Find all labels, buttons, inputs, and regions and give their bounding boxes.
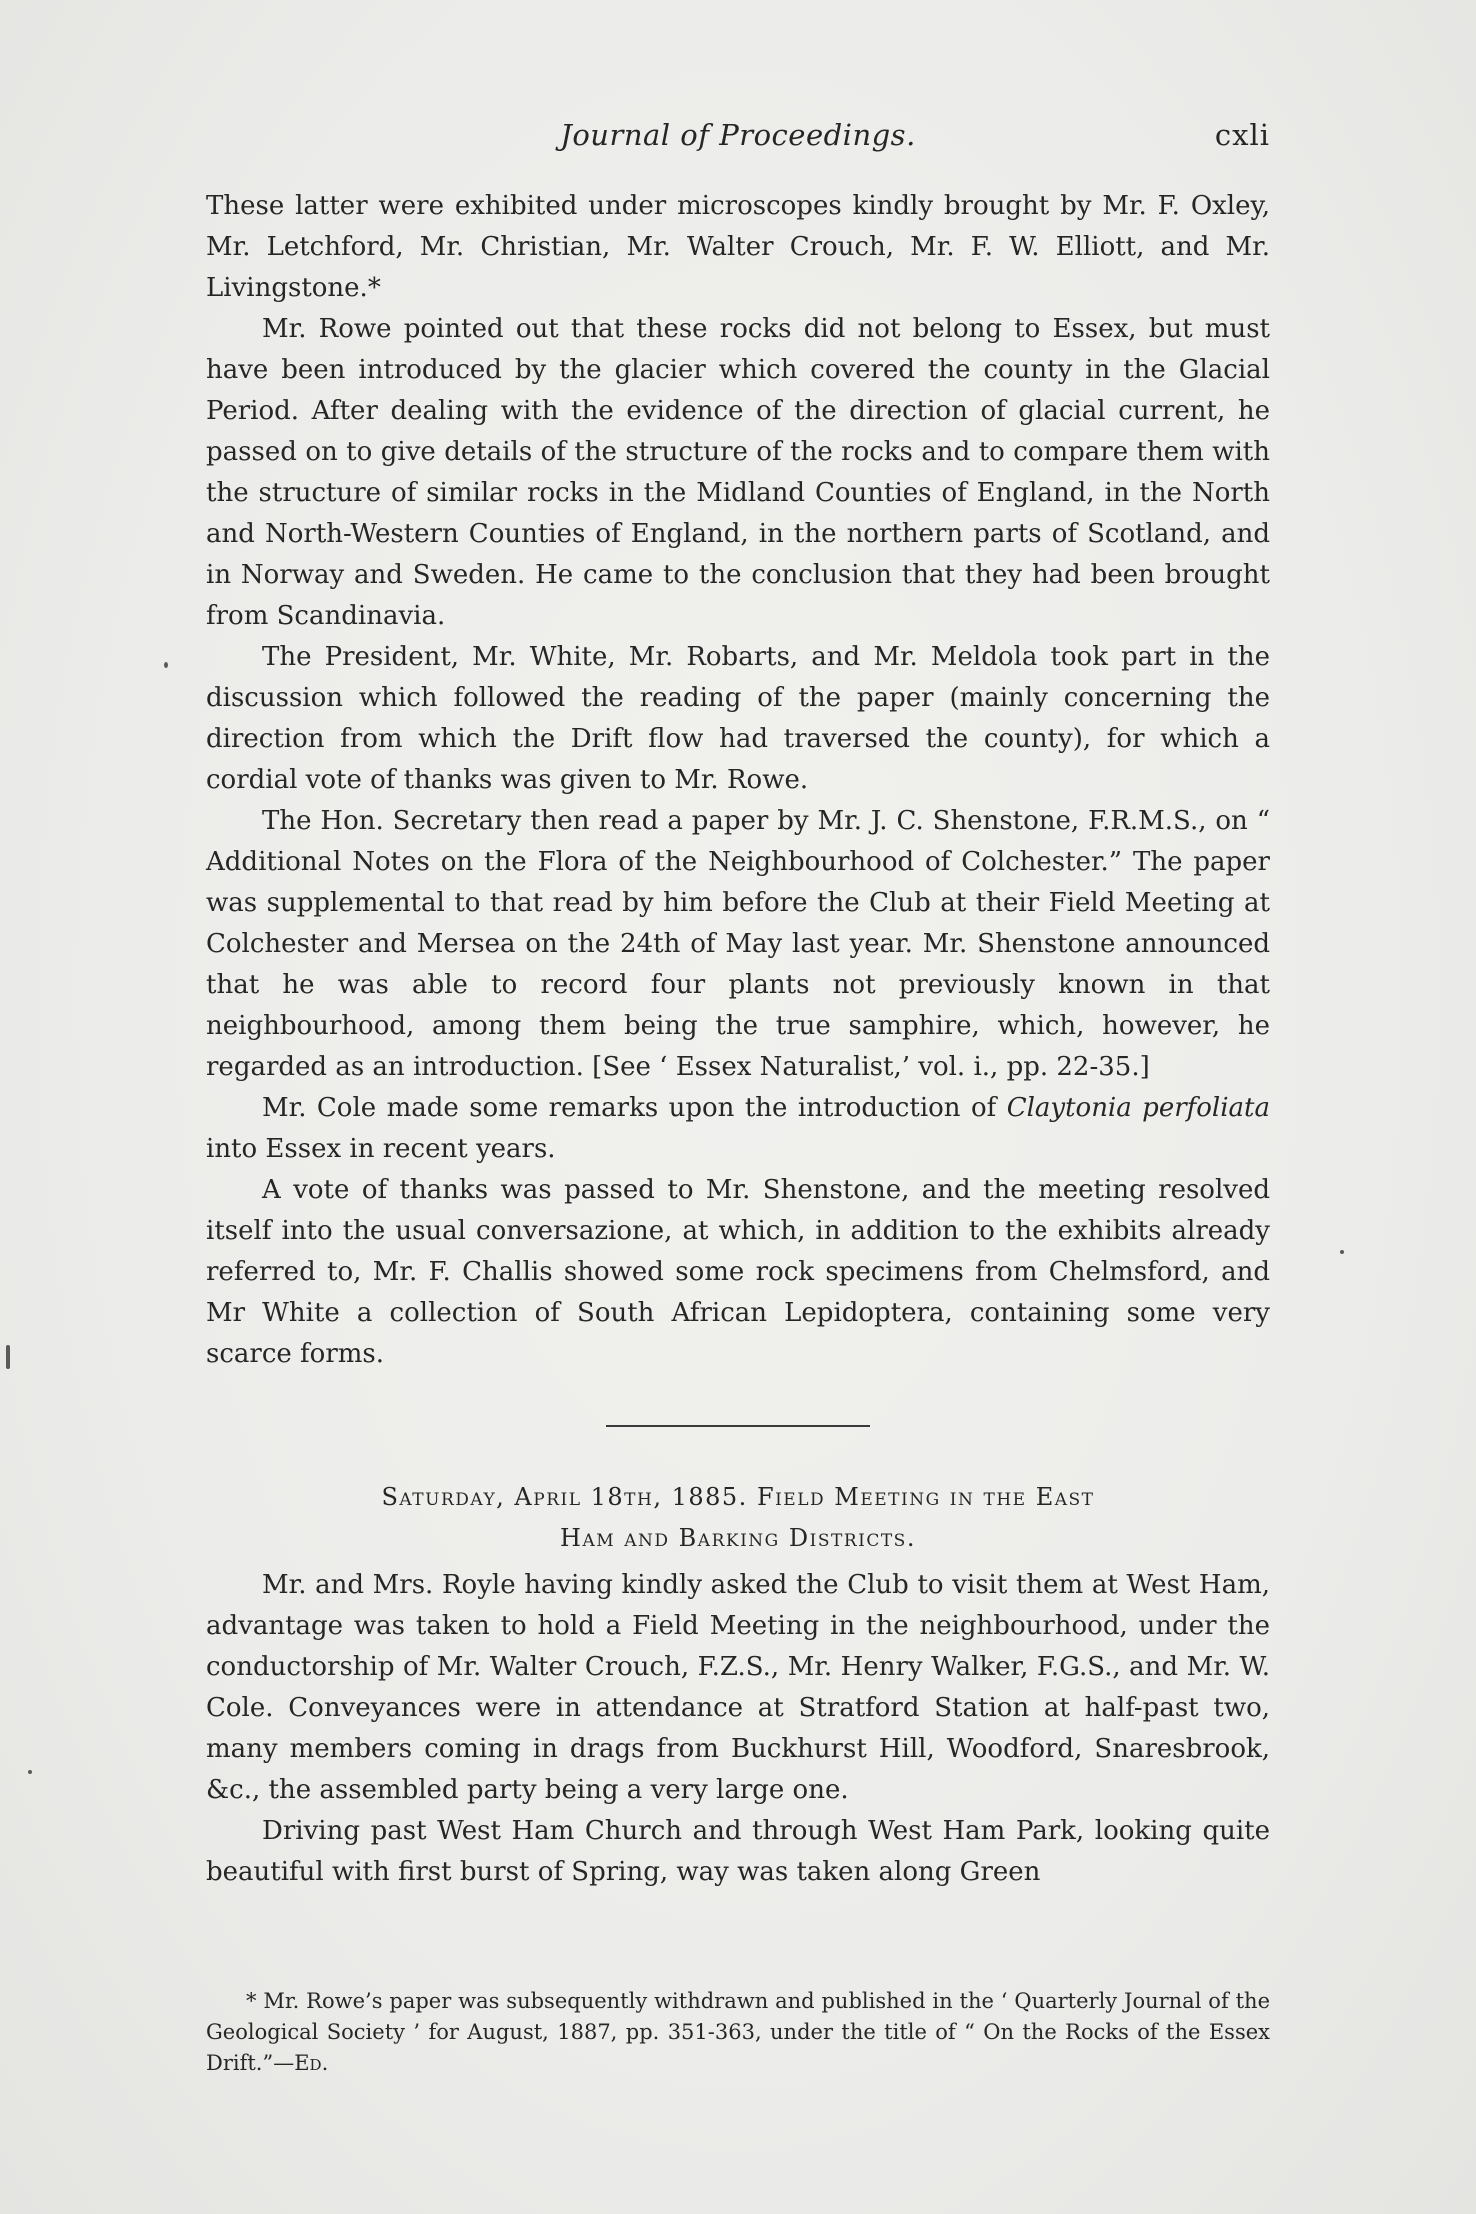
section-divider xyxy=(606,1425,870,1427)
section-heading-line-2: Ham and Barking Districts. xyxy=(560,1524,916,1552)
footnote xyxy=(206,1986,1270,2079)
page-header xyxy=(206,118,1270,162)
paragraph-rowe-rocks: Mr. Rowe pointed out that these rocks did not belong to Essex, but must have been introduced by the glacier which covered the county in the Glacial Period. After dealing with the evidence of the direction of glacial current, he passed on to give details of the structure of the rocks and to compare them with the structure of similar rocks in the Midland Counties of England, in the North and North-Western Counties of England, in the northern parts of Scotland, and in Norway and Sweden. He came to the conclusion that they had been brought from Scandinavia. xyxy=(206,314,1270,631)
paragraph-conversazione: A vote of thanks was passed to Mr. Shenstone, and the meeting resolved itself into the usual conversazione, at which, in addition to the exhibits already referred to, Mr. F. Challis showed some rock specimens from Chelmsford, and Mr White a collection of South African Lepidoptera, containing some very scarce forms. xyxy=(206,1175,1270,1369)
paper-speck xyxy=(164,662,168,668)
footnote-signature: Ed. xyxy=(294,2051,329,2075)
paragraph-west-ham-drive: Driving past West Ham Church and through West Ham Park, looking quite beautiful with first burst of Spring, way was taken along Green xyxy=(206,1816,1270,1887)
running-head: Journal of Proceedings. xyxy=(560,118,916,152)
species-name: Claytonia perfoliata xyxy=(1006,1093,1270,1123)
paper-speck xyxy=(1340,1250,1344,1254)
footnote-paragraph xyxy=(206,1986,1270,2079)
footnote-text: * Mr. Rowe’s paper was subsequently withdrawn and published in the ‘ Quarterly Journal of the Geological Society ’ for August, 1887, pp. 351-363, under the title of “ On the Rocks of the Essex Drift.”— xyxy=(206,1989,1270,2075)
cole-text-before: Mr. Cole made some remarks upon the introduction of xyxy=(262,1093,1007,1123)
paper-speck xyxy=(28,1770,32,1774)
paper-speck xyxy=(6,1345,10,1369)
paragraph-shenstone-paper: The Hon. Secretary then read a paper by Mr. J. C. Shenstone, F.R.M.S., on “ Additional Notes on the Flora of the Neighbourhood of Colchester.” The paper was supplemental to that read by him before the Club at their Field Meeting at Colchester and Mersea on the 24th of May last year. Mr. Shenstone announced that he was able to record four plants not previously known in that neighbourhood, among them being the true samphire, which, however, he regarded as an introduction. [See ‘ Essex Naturalist,’ vol. i., pp. 22-35.] xyxy=(206,806,1270,1082)
body-text xyxy=(206,186,1270,1893)
paragraph-discussion: The President, Mr. White, Mr. Robarts, and Mr. Meldola took part in the discussion which followed the reading of the paper (mainly concerning the direction from which the Drift flow had traversed the county), for which a cordial vote of thanks was given to Mr. Rowe. xyxy=(206,642,1270,795)
paragraph-cole-remarks xyxy=(206,1088,1270,1170)
section-heading xyxy=(206,1477,1270,1559)
page-number: cxli xyxy=(1214,118,1270,152)
paragraph-royle-visit: Mr. and Mrs. Royle having kindly asked the Club to visit them at West Ham, advantage was taken to hold a Field Meeting in the neighbourhood, under the conductorship of Mr. Walter Crouch, F.Z.S., Mr. Henry Walker, F.G.S., and Mr. W. Cole. Conveyances were in attendance at Stratford Station at half-past two, many members coming in drags from Buckhurst Hill, Woodford, Snaresbrook, &c., the assembled party being a very large one. xyxy=(206,1570,1270,1805)
cole-text-after: into Essex in recent years. xyxy=(206,1134,556,1164)
section-heading-line-1: Saturday, April 18th, 1885. Field Meeting in the East xyxy=(381,1483,1095,1511)
paragraph-microscopes: These latter were exhibited under microscopes kindly brought by Mr. F. Oxley, Mr. Letchford, Mr. Christian, Mr. Walter Crouch, Mr. F. W. Elliott, and Mr. Livingstone.* xyxy=(206,191,1270,303)
